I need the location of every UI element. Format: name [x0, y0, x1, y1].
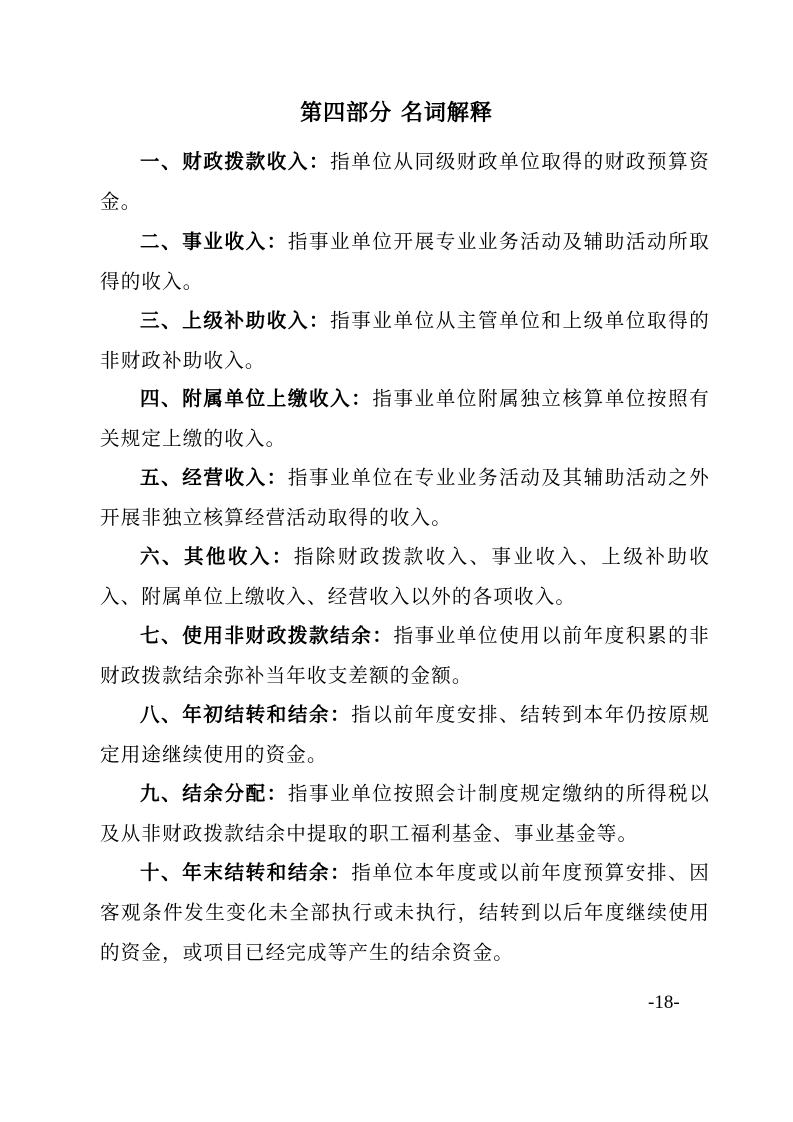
term-definition: 指事业单位开展专业业务活动及辅助活动所取得的收入。 — [100, 230, 710, 293]
term-definition: 指事业单位使用以前年度积累的非财政拨款结余弥补当年收支差额的金额。 — [100, 624, 710, 687]
term-paragraph — [100, 458, 710, 538]
page-number: -18- — [648, 992, 680, 1013]
term-paragraph — [100, 301, 710, 381]
term-name: 一、财政拨款收入： — [140, 150, 331, 173]
term-name: 二、事业收入： — [140, 230, 288, 253]
term-definition: 指除财政拨款收入、事业收入、上级补助收入、附属单位上缴收入、经营收入以外的各项收入。 — [100, 545, 710, 608]
term-paragraph — [100, 616, 710, 696]
term-paragraph — [100, 695, 710, 775]
term-name: 三、上级补助收入： — [140, 309, 331, 332]
term-name: 十、年末结转和结余： — [140, 861, 352, 884]
term-name: 九、结余分配： — [140, 782, 288, 805]
term-paragraph — [100, 142, 710, 222]
term-name: 八、年初结转和结余： — [140, 703, 352, 726]
term-paragraph — [100, 774, 710, 854]
term-definition: 指事业单位在专业业务活动及其辅助活动之外开展非独立核算经营活动取得的收入。 — [100, 466, 710, 529]
term-definition: 指以前年度安排、结转到本年仍按原规定用途继续使用的资金。 — [100, 703, 710, 766]
term-definition: 指单位本年度或以前年度预算安排、因客观条件发生变化未全部执行或未执行，结转到以后年度继续使用的资金，或项目已经完成等产生的结余资金。 — [100, 861, 710, 964]
term-paragraph — [100, 853, 710, 973]
term-name: 四、附属单位上缴收入： — [140, 387, 373, 410]
term-paragraph — [100, 222, 710, 302]
term-name: 六、其他收入： — [140, 545, 294, 568]
term-paragraph — [100, 379, 710, 459]
term-definition: 指事业单位按照会计制度规定缴纳的所得税以及从非财政拨款结余中提取的职工福利基金、事业基金等。 — [100, 782, 710, 845]
term-paragraph — [100, 537, 710, 617]
term-name: 五、经营收入： — [140, 466, 288, 489]
term-definition: 指单位从同级财政单位取得的财政预算资金。 — [100, 150, 710, 213]
page-title: 第四部分 名词解释 — [300, 100, 493, 126]
term-definition: 指事业单位从主管单位和上级单位取得的非财政补助收入。 — [100, 309, 710, 372]
term-definition: 指事业单位附属独立核算单位按照有关规定上缴的收入。 — [100, 387, 711, 450]
term-name: 七、使用非财政拨款结余： — [140, 624, 394, 647]
